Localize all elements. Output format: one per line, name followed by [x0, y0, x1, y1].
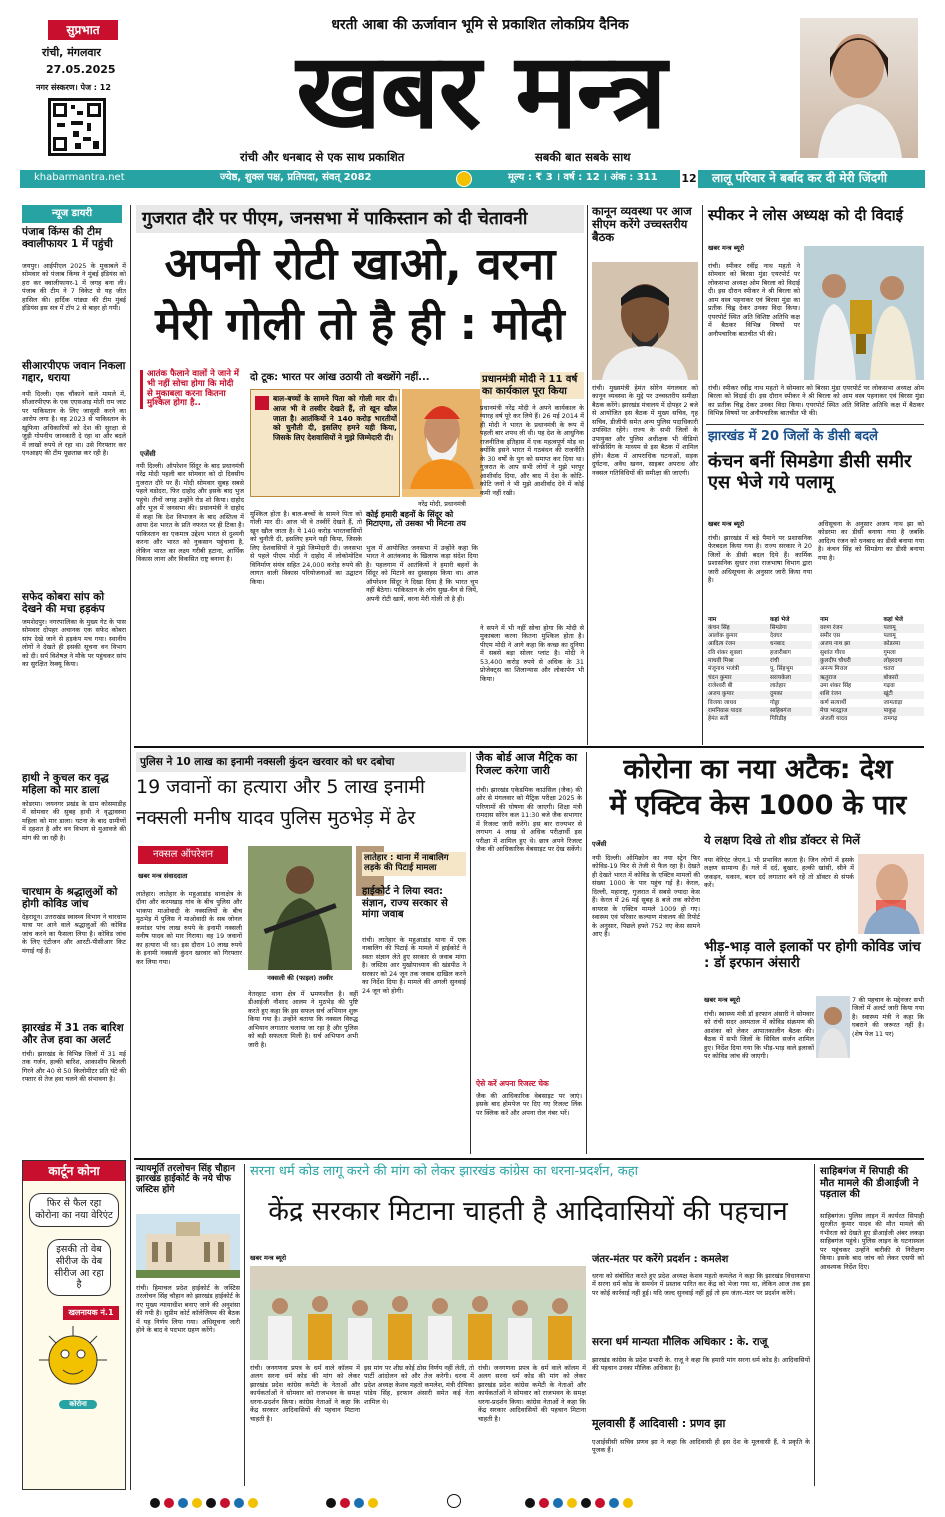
dc-name-cell: सुशांत गौरव [820, 649, 845, 656]
naxal-byline: खबर मन्त्र संवाददाता [138, 872, 188, 880]
dc-table-row [818, 641, 924, 649]
protest-sub-1: जंतर-मंतर पर करेंगे प्रदर्शन : कमलेश [592, 1254, 729, 1265]
corona-photo [858, 854, 924, 934]
dc-table-row [706, 691, 812, 699]
diary-head-2: सीआरपीएफ जवान निकला गद्दार, धराया [22, 360, 126, 385]
diary-head-6: झारखंड में 31 तक बारिश और तेज हवा का अलर्ट [22, 1022, 124, 1047]
latehar-body: रांची। लातेहार के महुआडांड़ थाना में एक नाबालिग की पिटाई के मामले में हाईकोर्ट ने स्वतः संज्ञान लेते हुए सरकार से जवाब मांगा है। जस्टिस आर मुखोपाध्याय की खंडपीठ ने सरकार को 24 जून तक जवाब दाखिल करने का निर्देश दिया है। मामले की अगली सुनवाई 24 जून को होगी। [362, 936, 466, 995]
dc-table-row [706, 707, 812, 715]
sahibganj-head: साहिबगंज में सिपाही की मौत मामले की डीआईजी ने पड़ताल की [820, 1166, 919, 1200]
lead-box-text: बाल-बच्चों के सामने पिता को गोली मार दी। आज भी वे तस्वीर देखते हैं, तो खून खौल जाता है। आतंकियों ने 140 करोड़ भारतीयों को चुनौती दी, इसलिए हमने यही किया, जिसके लिए देशवासियों ने मुझे जिम्मेदारी दी। [273, 394, 397, 443]
diary-head-5: चारधाम के श्रद्धालुओं को होगी कोविड जांच [22, 886, 118, 911]
dc-table-row [706, 624, 812, 632]
irfan-photo [816, 996, 850, 1058]
corona-byline: खबर मन्त्र ब्यूरो [704, 996, 741, 1004]
naxal-photo [248, 846, 352, 970]
dc-table-row [818, 633, 924, 641]
mid-head: प्रधानमंत्री मोदी ने 11 वर्ष का कार्यकाल पूरा किया [480, 372, 584, 399]
protest-body-3: रांची। जनगणना प्रपत्र के धर्म वाले कॉलम में अलग सरना धर्म कोड की मांग को लेकर झारखंड प्रदेश कांग्रेस कमेटी के नेताओं और कार्यकर्ताओं ने सोमवार को राजभवन के समक्ष धरना-प्रदर्शन किया। कांग्रेस नेताओं ने कहा कि केंद्र सरकार आदिवासियों की पहचान मिटाना चाहती है। [478, 1364, 586, 1423]
dc-name-cell: अजय नाथ झा [820, 641, 851, 648]
news-diary-label: न्यूज डायरी [22, 205, 122, 223]
protest-sub-1-body: धरना को संबोधित करते हुए प्रदेश अध्यक्ष केशव महतो कमलेश ने कहा कि झारखंड विधानसभा में सरना धर्म कोड के समर्थन में प्रस्ताव पारित कर केंद्र को भेजा गया था, लेकिन आज तक इस पर कोई कार्रवाई नहीं हुई। यदि जल्द सुनवाई नहीं हुई तो हम जंतर-मंतर पर प्रदर्शन करेंगे। [592, 1272, 810, 1297]
dc-table-row [818, 657, 924, 665]
dc-name-cell: ऋतुराज [820, 674, 837, 681]
dc-table-row [706, 682, 812, 690]
latehar-head: लातेहार : थाना में नाबालिग लड़के की पिटाई मामला [362, 852, 466, 876]
speaker-byline: खबर मन्त्र ब्यूरो [708, 244, 745, 252]
dc-posting-cell: गोड्डा [770, 699, 780, 706]
dc-name-cell: उमा शंकर सिंह [820, 682, 852, 689]
dc-posting-cell: पलामू [883, 624, 896, 631]
mid-body: प्रधानमंत्री नरेंद्र मोदी ने अपने कार्यकाल के ग्यारह वर्ष पूरे कर लिये हैं। 26 मई 2014 में ही मोदी ने भारत के प्रधानमंत्री के रूप में पहली बार शपथ ली थी। यह देश के आधुनिक राजनीतिक इतिहास में एक महत्वपूर्ण मोड़ था क्योंकि इसने भारत में गठबंधन की राजनीति के 30 वर्षों के युग को समाप्त कर दिया था। गुजरात के आप सभी लोगों ने मुझे भरपूर आशीर्वाद दिया, और बाद में देश के कोटि-कोटि जनों ने भी मुझे आशीर्वाद देने में कोई कमी नहीं रखी। [480, 404, 584, 497]
dc-name-cell: वरुण रंजन [820, 624, 843, 631]
dc-name-cell: अनन्य मित्तल [820, 666, 848, 673]
hc-head: न्यायमूर्ति तरलोचन सिंह चौहान झारखंड हाईकोर्ट के नये चीफ जस्टिस होंगे [136, 1164, 235, 1195]
dc-table-row [818, 716, 924, 724]
dc-table-row [818, 707, 924, 715]
naxal-body: लातेहार। लातेहार के महुआडांड़ थानाक्षेत्र के दौना और करमखाड़ गांव के बीच पुलिस और भाकपा माओवादी के नक्सलियों के बीच मुठभेड़ में पुलिस ने माओवादी के सब जोनल कमांडर पांच लाख रुपये के इनामी नक्सली मनीष यादव को मार गिराया। वह 19 जवानों का हत्यारा भी था। इस दौरान 10 लाख रुपये के इनामी नक्सली कुंदन खरवार को गिरफ्तार कर लिया गया। [136, 890, 242, 966]
dc-name-cell: मंजूनाथ भजंत्री [708, 666, 740, 673]
circle-register-mark-icon [447, 1494, 461, 1508]
page-number: 12 [680, 170, 698, 188]
lead-subhead: दो टूक: भारत पर आंख उठायी तो बख्शेंगे नहीं... [250, 372, 430, 383]
dc-posting-cell: रांची [770, 658, 780, 665]
dc-posting-cell: दुमका [770, 691, 783, 698]
modi-photo [402, 389, 482, 497]
dc-posting-cell: बोकारो [883, 674, 899, 681]
dc-name-cell: अजय कुमार [708, 691, 734, 698]
lead-kicker: गुजरात दौरे पर पीएम, जनसभा में पाकिस्तान को दी चेतावनी [136, 205, 584, 233]
dc-table-right: नाम कहां भेजे वरुण रंजन पलामू समीर एस पलामू अजय नाथ झा कोडरमा सुशांत गौरव गुमला कुलदीप चौधरी लोहरदगा अनन्य मित्तल चतरा ऋतुराज बोकारो उमा शंकर सिंह गढ़वा शशि रंजन खूंटी कर्ण सत्यार्थी जामताड़ा मेघा भारद्वाज पाकुड़ अंजली यादव रामगढ़ [818, 616, 924, 724]
lead-headline-2: मेरी गोली तो है ही : मोदी [155, 299, 565, 350]
diary-body-5: देहरादून। उत्तराखंड स्वास्थ्य विभाग ने चारधाम यात्रा पर आने वाले श्रद्धालुओं की कोविड जांच करने का फैसला लिया है। कोविड जांच के लिए एंटीजन और आरटी-पीसीआर किट मंगाई गई हैं। [22, 913, 126, 955]
modi-photo-caption: नरेंद्र मोदी, प्रधानमंत्री [418, 500, 466, 508]
dc-name-cell: मेघा भारद्वाज [820, 707, 848, 714]
dc-posting-cell: सिमडेगा [770, 624, 787, 631]
dc-table-row [706, 716, 812, 724]
cartoon-bubble-2: इसकी तो वेब सीरीज के वेब सीरीज आ रहा है [47, 1239, 111, 1297]
protest-photo [250, 1266, 586, 1360]
dc-posting-cell: कोडरमा [883, 641, 900, 648]
dc-name-cell: कर्ण सत्यार्थी [820, 699, 847, 706]
naxal-kicker: पुलिस ने 10 लाख का इनामी नक्सली कुंदन खरवार को धर दबोचा [136, 752, 466, 772]
cartoon-title: कार्टून कोना [23, 1161, 125, 1181]
diary-body-6: रांची। झारखंड के विभिन्न जिलों में 31 मई तक गर्जन, हल्की बारिश, आकाशीय बिजली गिरने और 40 से 50 किलोमीटर प्रति घंटे की रफ्तार से तेज हवा चलने की संभावना है। [22, 1050, 126, 1084]
dc-posting-cell: खूंटी [883, 691, 893, 698]
diary-body-1: जयपुर। आईपीएल 2025 के मुकाबले में सोमवार को पंजाब किंग्स ने मुंबई इंडियंस को हरा कर क्वालीफायर-1 में जगह बना ली। पंजाब की टीम ने 7 विकेट से यह जीत हासिल की। हार्दिक पांड्या की टीम मुंबई इंडियंस इस सत्र में टॉप 2 से बाहर हो गयी। [22, 262, 126, 313]
panchang: ज्येष्ठ, शुक्ल पक्ष, प्रतिपदा, संवत् 2082 [220, 172, 372, 183]
speaker-body: रांची। स्पीकर रवींद्र नाथ महतो ने सोमवार को बिरसा मुंडा एयरपोर्ट पर लोकसभा अध्यक्ष ओम बिरला को विदाई दी। इस दौरान स्पीकर ने श्री बिरला को आम वस्त्र पहनाकर एवं बिरसा मुंडा का प्रतीक चिह्न देकर उनका विदा किया। एयरपोर्ट स्थित अति विशिष्ट अतिथि कक्ष में बैठकर विभिन्न विषयों पर अनौपचारिक बातचीत भी की। [708, 262, 800, 338]
lead-body-2: मुश्किल होता है। बाल-बच्चों के सामने पिता को गोली मार दी। आज भी वे तस्वीरें देखते हैं, तो खून खौल जाता है। ये 140 करोड़ भारतवासियों को चुनौती दी, इसलिए हमने यही किया, जिसके लिए देशवासियों ने मुझे जिम्मेदारी दी। जनसभा से पहले पीएम मोदी ने दाहोद में लोकोमोटिव विनिर्माण संयंत्र सहित 24,000 करोड़ रुपये की लागत वाली विकास परियोजनाओं का उद्घाटन किया। [250, 510, 362, 586]
cm-photo [592, 262, 698, 380]
diary-head-4: हाथी ने कुचल कर वृद्ध महिला को मार डाला [22, 772, 109, 797]
dc-table-row [706, 666, 812, 674]
jac-subhead: ऐसे करें अपना रिजल्ट चेक [476, 1079, 549, 1088]
symptom-body: नया वेरिएंट जेएन.1 भी प्रभावित करता है। जिन लोगों में इसके लक्षण सामान्य हैं। गले में दर्द, बुखार, हल्की खांसी, सीने में जकड़न, थकान, बदन दर्द लगातार बने रहें तो डॉक्टर से संपर्क करें। [704, 856, 854, 890]
dc-table-row [706, 699, 812, 707]
dc-name-cell: कुलदीप चौधरी [820, 658, 851, 665]
protest-head: केंद्र सरकार मिटाना चाहती है आदिवासियों की पहचान [268, 1196, 788, 1227]
corona-head-2: में एक्टिव केस 1000 के पार [609, 790, 907, 821]
diary-head-3: सफेद कोबरा सांप को देखने की मचा हड़कंप [22, 591, 105, 616]
cartoon-box [22, 1160, 126, 1490]
dc-posting-cell: जामताड़ा [883, 699, 903, 706]
dc-posting-cell: सरायकेला [770, 674, 792, 681]
lead-body-1: नयी दिल्ली। ऑपरेशन सिंदूर के बाद प्रधानमंत्री नरेंद्र मोदी पहली बार सोमवार को दो दिवसीय गुजरात दौरे पर हैं। मोदी सोमवार सुबह सबसे पहले वडोदरा, फिर दाहोद और इसके बाद भुज पहुंचे। तीनों जगह उन्होंने रोड शो किया। दाहोद और भुज में जनसभा की। प्रधानमंत्री ने दाहोद में कहा कि देश विभाजन के बाद अस्तित्व में आया देश भारत के प्रति नफरत पर ही टिका है। पाकिस्तान का एकमात्र उद्देश्य भारत से दुश्मनी करना और भारत को नुकसान पहुंचाना है, लेकिन भारत का लक्ष्य गरीबी हटाना, आर्थिक विकास लाना और विकसित राष्ट्र बनाना है। [136, 462, 244, 563]
cm-head: कानून व्यवस्था पर आज सीएम करेंगे उच्चस्तरीय बैठक [592, 204, 692, 245]
dc-posting-cell: देवघर [770, 633, 783, 640]
issue-date: 27.05.2025 [46, 63, 116, 76]
price-info: मूल्य : ₹ 3 । वर्ष : 12 । अंक : 311 [508, 172, 658, 183]
dc-name-cell: रामनिवास यादव [708, 707, 742, 714]
protest-body-2: इस मांग पर शीघ्र कोई ठोस निर्णय नहीं लेती, तो पार्टी आंदोलन को और तेज करेगी। धरना में प्रदेश अध्यक्ष केशव महतो कमलेश, मंत्री दीपिका पांडेय सिंह, इरफान अंसारी समेत कई नेता शामिल थे। [364, 1364, 474, 1406]
naxal-head-1: 19 जवानों का हत्यारा और 5 लाख इनामी [136, 776, 425, 798]
symptom-head: ये लक्षण दिखे तो शीघ्र डॉक्टर से मिलें [704, 833, 860, 847]
naxal-photo-caption: नक्सली की (फाइल) तस्वीर [267, 974, 333, 982]
speaker-body-2: रांची। स्पीकर रवींद्र नाथ महतो ने सोमवार को बिरसा मुंडा एयरपोर्ट पर लोकसभा अध्यक्ष ओम बिरला को विदाई दी। इस दौरान स्पीकर ने श्री बिरला को आम वस्त्र पहनाकर एवं बिरसा मुंडा का प्रतीक चिह्न देकर उनका विदा किया। एयरपोर्ट स्थित अति विशिष्ट अतिथि कक्ष में बैठकर विभिन्न विषयों पर अनौपचारिक बातचीत भी की। [708, 384, 924, 418]
jac-body-2: जैक की आधिकारिक वेबसाइट पर जाएं। इसके बाद होमपेज पर दिए गए रिजल्ट लिंक पर क्लिक करें और अपना रोल नंबर भरें। [476, 1092, 582, 1117]
teaser[interactable]: लालू परिवार ने बर्बाद कर दी मेरी जिंदगी [712, 171, 888, 185]
protest-kicker: सरना धर्म कोड लागू करने की मांग को लेकर झारखंड कांग्रेस का धरना-प्रदर्शन, कहा [250, 1164, 639, 1179]
bullet-icon [255, 396, 269, 410]
lead-quote: आतंक फैलाने वालों ने जाने में भी नहीं सोचा होगा कि मोदी से मुकाबला करना कितना मुश्किल होगा है.. [140, 370, 240, 409]
dc-posting-cell: पलामू [883, 633, 896, 640]
dc-table-row [818, 691, 924, 699]
dc-table-row [706, 633, 812, 641]
naxal-head-2: नक्सली मनीष यादव पुलिस मुठभेड़ में ढेर [136, 807, 416, 829]
dc-byline: खबर मन्त्र ब्यूरो [708, 520, 745, 528]
dc-name-cell: आदित्य रंजन [708, 641, 736, 648]
dc-table-row [818, 649, 924, 657]
protest-sub-2-body: झारखंड कांग्रेस के प्रदेश प्रभारी के. राजू ने कहा कि हमारी मांग सरना धर्म कोड है। आदिवासियों की पहचान उनका मौलिक अधिकार है। [592, 1356, 810, 1373]
top-tagline: धरती आबा की ऊर्जावान भूमि से प्रकाशित लोकप्रिय दैनिक [331, 17, 629, 33]
speaker-photo [804, 246, 924, 380]
corona-sub-head: भीड़-भाड़ वाले इलाकों पर होगी कोविड जांच : डॉ इरफान अंसारी [704, 939, 921, 971]
protest-byline: खबर मन्त्र ब्यूरो [250, 1254, 287, 1262]
dc-table-row [818, 699, 924, 707]
dc-posting-cell: लोहरदगा [883, 658, 903, 665]
dc-name-cell: शशि रंजन [820, 691, 842, 698]
dc-name-cell: विजया जाधव [708, 699, 737, 706]
dc-table-row [818, 624, 924, 632]
qr-code-icon [48, 98, 106, 156]
protest-sub-3: मूलवासी हैं आदिवासी : प्रणव झा [592, 1417, 726, 1430]
speaker-head: स्पीकर ने लोस अध्यक्ष को दी विदाई [708, 206, 903, 224]
dc-name-cell: अंजली यादव [820, 716, 848, 723]
city-day: रांची, मंगलवार [42, 46, 101, 59]
tagline-right: सबकी बात सबके साथ [535, 150, 631, 164]
dc-posting-cell: चतरा [883, 666, 895, 673]
dc-posting-cell: गिरिडीह [770, 716, 787, 723]
protest-sub-2: सरना धर्म मान्यता मौलिक अधिकार : के. राजू [592, 1336, 768, 1348]
dc-body: रांची। झारखंड में बड़े पैमाने पर प्रशासनिक फेरबदल किया गया है। राज्य सरकार ने 20 जिलों के डीसी बदल दिये हैं। कार्मिक प्रशासनिक सुधार तथा राजभाषा विभाग द्वारा जारी अधिसूचना के अनुसार जारी किया गया है। [708, 534, 812, 585]
dc-name-cell: रवि शंकर शुक्ला [708, 649, 743, 656]
naxal-label: नक्सल ऑपरेशन [138, 846, 228, 864]
dc-table-row [818, 682, 924, 690]
corona-body-2: रांची। स्वास्थ्य मंत्री डॉ इरफान अंसारी ने सोमवार को रांची सदर अस्पताल में कोविड संक्रमण की आशंका को लेकर आपातकालीन बैठक की। बैठक में सभी जिलों के सिविल सर्जन शामिल हुए। निर्देश दिया गया कि भीड़-भाड़ वाले इलाकों पर कोविड जांच की जाएगी। [704, 1010, 814, 1061]
dc-name-cell: माधवी मिश्रा [708, 658, 734, 665]
cartoon-sign: खलनायक नं.1 [63, 1306, 119, 1320]
virus-character-icon [23, 1320, 123, 1400]
dc-name-cell: राजेश्वरी बी [708, 682, 733, 689]
jac-head: जैक बोर्ड आज मैट्रिक का रिजल्ट करेगा जारी [476, 751, 578, 777]
cartoon-badge: कोरोना [59, 1400, 97, 1409]
cm-body: रांची। मुख्यमंत्री हेमंत सोरेन मंगलवार को कानून व्यवस्था के मुद्दे पर उच्चस्तरीय समीक्षा बैठक करेंगे। झारखंड मंत्रालय में दोपहर 2 बजे से आयोजित इस बैठक में मुख्य सचिव, गृह सचिव, डीजीपी समेत अन्य पुलिस पदाधिकारी उपस्थित रहेंगे। राज्य के सभी जिलों के उपायुक्त और पुलिस अधीक्षक भी वीडियो कॉन्फ्रेंसिंग के माध्यम से इस बैठक में शामिल होंगे। बैठक में आपराधिक घटनाओं, सड़क दुर्घटना, अवैध खनन, साइबर अपराध और नक्सल गतिविधियों की समीक्षा की जाएगी। [592, 384, 698, 477]
dc-table-row [818, 666, 924, 674]
dc-posting-cell: लातेहार [770, 682, 786, 689]
mid-body-2: ने सपने में भी नहीं सोचा होगा कि मोदी से मुकाबला करना कितना मुश्किल होता है। पीएम मोदी ने आगे कहा कि कच्छ का दुनिया में सबसे बड़ा सोलर प्लांट है। मोदी ने 53,400 करोड़ रुपये से अधिक के 31 प्रोजेक्ट्स का शिलान्यास और लोकार्पण भी किया। [480, 624, 584, 683]
dc-table-row [706, 657, 812, 665]
corona-body-3: 7 की पहचान के मद्देनजर सभी जिलों में अलर्ट जारी किया गया है। स्वास्थ्य मंत्री ने कहा कि घबराने की जरूरत नहीं है। (शेष पेज 11 पर) [852, 996, 924, 1038]
cartoon-bubble-1: फिर से फैल रहा कोरोना का नया वेरिएंट [29, 1193, 119, 1227]
dc-posting-cell: हजारीबाग [770, 649, 791, 656]
naxal-body-2: नेतरहाट थाना क्षेत्र में भ्रमणशील है। वहीं डीआईजी नौशाद आलम ने मुठभेड़ की पुष्टि करते हुए कहा कि इस सफल सर्च अभियान शुरू किया गया है। उन्होंने बताया कि नक्सल विरुद्ध अभियान लगातार चलाया जा रहा है और पुलिस को बड़ी सफलता मिली है। सर्च अभियान अभी जारी है। [248, 990, 358, 1049]
latehar-subhead: हाईकोर्ट ने लिया स्वत: संज्ञान, राज्य सरकार से मांगा जवाब [362, 886, 448, 920]
dc-posting-cell: गुमला [883, 649, 896, 656]
dc-name-cell: आलोक कुमार [708, 633, 738, 640]
diary-head-1: पंजाब किंग्स की टीम क्वालीफायर 1 में पहुंची [22, 226, 113, 251]
corona-head-1: कोरोना का नया अटैक: देश [623, 754, 893, 785]
edition-info: नगर संस्करण। पेज : 12 [36, 83, 111, 92]
lead-headline-1: अपनी रोटी खाओ, वरना [164, 239, 556, 290]
hc-body: रांची। हिमाचल प्रदेश हाईकोर्ट के जस्टिस तरलोचन सिंह चौहान को झारखंड हाईकोर्ट के नए मुख्य न्यायाधीश बनाए जाने की अनुशंसा की गयी है। सुप्रीम कोर्ट कॉलेजियम की बैठक में यह निर्णय लिया गया। अधिसूचना जारी होने के बाद वे पदभार ग्रहण करेंगे। [136, 1284, 240, 1335]
lead-subhead-2: कोई हमारी बहनों के सिंदूर को मिटाएगा, तो उसका भी मिटना तय [366, 510, 466, 529]
dc-name-cell: चंदन कुमार [708, 674, 732, 681]
diary-body-3: जमशेदपुर। नगरपालिका के मुख्य गेट के पास सोमवार दोपहर अचानक एक सफेद कोबरा सांप देखे जाने से हड़कंप मच गया। स्थानीय लोगों ने देखते ही इसकी सूचना वन विभाग को दी। सर्प विशेषज्ञ ने मौके पर पहुंचकर सांप का सुरक्षित रेस्क्यू किया। [22, 618, 126, 669]
dc-posting-cell: गढ़वा [883, 682, 895, 689]
lead-box [250, 389, 400, 497]
dc-table-row [818, 674, 924, 682]
corona-body: नयी दिल्ली। ओमिक्रोन का नया स्ट्रेन फिर कोविड-19 फिर से तेजी से फैल रहा है। देखते ही देखते भारत में कोविड के एक्टिव मामलों की संख्या 1000 के पार पहुंच गई है। केरल, दिल्ली, महाराष्ट्र, गुजरात में सबसे ज्यादा केस हैं। केरल में 26 मई सुबह 8 बजे तक कोरोना वायरस के एक्टिव मामले 1009 हो गए। स्वास्थ्य एवं परिवार कल्याण मंत्रालय की रिपोर्ट के अनुसार, पिछले हफ्ते 752 नए केस सामने आए हैं। [592, 854, 700, 939]
masthead: खबर मन्त्र [296, 29, 666, 152]
protest-sub-3-body: एआईसीसी सचिव प्रणव झा ने कहा कि आदिवासी ही इस देश के मूलवासी हैं, ये प्रकृति के पूजक हैं। [592, 1438, 810, 1455]
hc-photo [136, 1214, 240, 1278]
dc-table-left: नाम कहां भेजे कंचन सिंह सिमडेगा आलोक कुमार देवघर आदित्य रंजन धनबाद रवि शंकर शुक्ला हजारीबाग माधवी मिश्रा रांची मंजूनाथ भजंत्री पू. सिंहभूम चंदन कुमार सरायकेला राजेश्वरी बी लातेहार अजय कुमार दुमका विजया जाधव गोड्डा रामनिवास यादव साहिबगंज हेमंत सती गिरिडीह [706, 616, 812, 724]
tagline-left: रांची और धनबाद से एक साथ प्रकाशित [240, 150, 405, 164]
dc-table-row [706, 641, 812, 649]
dc-kicker: झारखंड में 20 जिलों के डीसी बदले [708, 429, 878, 444]
jac-body: रांची। झारखंड एकेडमिक काउंसिल (जैक) की ओर से मंगलवार को मैट्रिक परीक्षा 2025 के परिणामों की घोषणा की जाएगी। शिक्षा मंत्री रामदास सोरेन कल 11:30 बजे जैक सभागार में रिजल्ट जारी करेंगे। इस बार राज्यभर से लगभग 4 लाख से अधिक परीक्षार्थी इस परीक्षा में शामिल हुए थे। छात्र अपने रिजल्ट जैक की आधिकारिक वेबसाइट पर देख सकेंगे। [476, 786, 582, 854]
protest-body: रांची। जनगणना प्रपत्र के धर्म वाले कॉलम में अलग सरना धर्म कोड की मांग को लेकर झारखंड प्रदेश कांग्रेस कमेटी के नेताओं और कार्यकर्ताओं ने सोमवार को राजभवन के समक्ष धरना-प्रदर्शन किया। कांग्रेस नेताओं ने कहा कि केंद्र सरकार आदिवासियों की पहचान मिटाना चाहती है। [250, 1364, 360, 1423]
dc-body-2: अधिसूचना के अनुसार अजय नाथ झा को कोडरमा का डीसी बनाया गया है जबकि आदित्य रंजन को धनबाद का डीसी बनाया गया है। कंचन सिंह को सिमडेगा का डीसी बनाया गया है। [818, 520, 924, 562]
dc-posting-cell: रामगढ़ [883, 716, 898, 723]
brand-tag: सुप्रभात [48, 20, 118, 40]
dc-name-cell: कंचन सिंह [708, 624, 730, 631]
logo-emblem-icon [456, 171, 472, 187]
dc-head: कंचन बनीं सिमडेगा डीसी समीर एस भेजे गये पलामू [708, 451, 912, 493]
dc-posting-cell: पू. सिंहभूम [770, 666, 794, 673]
dc-table-row [706, 674, 812, 682]
dc-posting-cell: पाकुड़ [883, 707, 896, 714]
dc-name-cell: समीर एस [820, 633, 841, 640]
dc-table-row [706, 649, 812, 657]
dc-posting-cell: साहिबगंज [770, 707, 791, 714]
lead-body-3: भुज में आयोजित जनसभा में उन्होंने कहा कि भारत ने आतंकवाद के खिलाफ कड़ा संदेश दिया है। पहलगाम में आतंकियों ने हमारी बहनों के सिंदूर को मिटाने का दुस्साहस किया था। आज ऑपरेशन सिंदूर ने दिखा दिया है कि भारत चुप नहीं बैठेगा। पाकिस्तान के लोग सुख-चैन से जियें, अपनी रोटी खायें, वरना मेरी गोली तो है ही। [366, 544, 478, 603]
diary-body-4: कोडरमा। जयनगर प्रखंड के ग्राम कोसमाडीह में सोमवार की सुबह हाथी ने वृद्धावस्था महिला को मार डाला। घटना के बाद ग्रामीणों में दहशत है और वन विभाग से मुआवजे की मांग की जा रही है। [22, 800, 126, 842]
color-registration-marks [150, 1494, 840, 1508]
website-link[interactable]: khabarmantra.net [34, 172, 125, 183]
lead-dateline: एजेंसी [140, 450, 156, 458]
corona-dateline: एजेंसी [592, 840, 607, 848]
sahibganj-body: साहिबगंज। पुलिस लाइन में कार्यरत सिपाही सुरजीत कुमार यादव की मौत मामले की गंभीरता को देखते हुए डीआईजी अंबर लकड़ा साहिबगंज पहुंचे। पुलिस लाइन के घटनास्थल पर पहुंचकर उन्होंने बारीकी से निरीक्षण किया। इसके बाद जांच को लेकर एसपी को आवश्यक निर्देश दिए। [820, 1212, 924, 1271]
dc-posting-cell: धनबाद [770, 641, 785, 648]
diary-body-2: नयी दिल्ली। एक चौंकाने वाले मामले में, सीआरपीएफ के एक एएसआइ मोती राम जाट पर पाकिस्तान के लिए जासूसी करने का आरोप लगा है। वह 2023 से पाकिस्तान के खुफिया अधिकारियों को देश की सुरक्षा से जुड़ी गोपनीय जानकारी दे रहा था और बदले में लाखों रुपये ले रहा था। उसे गिरफ्तार कर एनआइए की टीम पूछताछ कर रही है। [22, 390, 126, 458]
header-photo [800, 18, 918, 158]
dc-name-cell: हेमंत सती [708, 716, 729, 723]
